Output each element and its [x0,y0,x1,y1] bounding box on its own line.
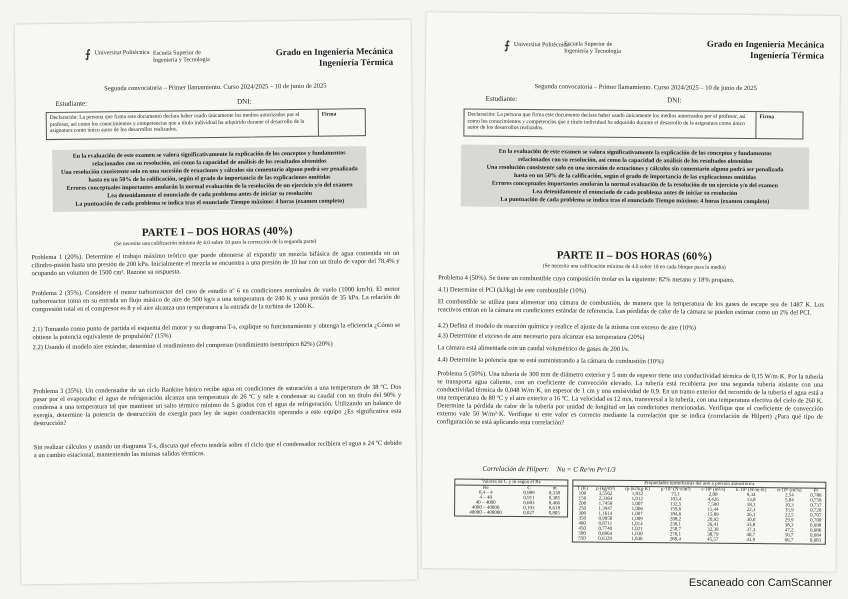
school-name: Escuela Superior de Ingeniería y Tecnología [152,50,210,64]
table-header: Pr [813,488,819,494]
table-cell: 288,4 [669,537,681,543]
degree-header [276,46,393,69]
table-cell: 45,57 [707,537,719,543]
part-subtitle: (Se necesita una calificación mínima de 4.0 sobre 10 en cada bloque para la media) [542,263,726,271]
problem-2-part-2: 2.2) Usando el modelo aire estándar, determine el rendimiento del compresor (rendimiento isentrópico 82%) (20%) [32,340,333,352]
problem-4-part-3: 4.3) Determine el exceso de aire necesario para alcanzar esa temperatura (20%) [437,332,645,342]
table-header: T (K) [576,486,589,492]
table-header: cp (kJ/kg·K) [624,486,651,493]
table-cell: 7,590 [707,502,719,508]
problem-3: Problema 3 (35%). Un condensador de un ciclo Rankine básico recibe agua en condiciones de saturación a una temperatura de 38 ºC. Dos pasar por el evaporador el agua de refrigeración alcanza una temperatura de 26 ºC y sale a condensar su caudal con un título del 90% y condensa a una temperatura tal que mantiene un salto térmico mínimo de 5 grados con el agua de refrigeración. Utilizando un balance de exergía, determine la potencia de destrucción de exergía para ley de super condensación operando a este equipo ¿Es significativa esta destrucción? [33,383,402,428]
rule-line: Lea detenidamente el enunciado de cada problema antes de iniciar su resolución [107,190,313,200]
exam-title: Segunda convocatoria – Primer llamamiento. Curso 2024/2025 – 10 de junio de 2025 [534,83,757,93]
table-cell: 0,027 [523,511,535,517]
table-cell: 0,6964 [598,531,613,537]
university-logo-name: Universitat Politècnica [94,49,150,57]
table-cell: 0,786 [810,493,822,499]
table-cell: 18,1 [746,503,756,509]
table-cell: 0,911 [523,496,535,502]
table-cell: 4000 – 40000 [471,505,500,511]
table-cell: 66,7 [784,538,794,544]
table-cell: 26,3 [746,513,756,519]
table-cell: 20,92 [707,517,719,523]
table-cell: 0,9950 [598,516,613,522]
signature-label: Firma [321,111,337,118]
table-cell: 450 [578,526,586,532]
table-cell: 13,8 [746,498,756,504]
table-cell: 0,683 [809,538,822,544]
university-logo-name: Universitat Politècnica [513,41,569,49]
table-cell: 500 [578,531,586,537]
part-title: PARTE II – DOS HORAS (60%) [556,249,712,263]
university-logo [85,47,150,61]
declaration-text: Declaración: La persona que firma este documento declara haber usado únicamente los medios autorizados por el profesor, así como los conocimientos y competencias que a título individual ha adquirido durante el desarrollo de la asignatura como único autor de los desarrollos realizados. [47,110,319,139]
table-cell: 43,9 [746,538,756,544]
formula-expression: Nu = C Re^m Pr^1/3 [556,465,616,474]
table-cell: 200 [578,501,587,507]
table-cell: 1,006 [631,507,643,513]
table-cell: 29,9 [784,518,794,524]
declaration-box [46,108,366,140]
table-cell: 1,012 [631,497,643,503]
student-row [56,96,376,108]
school-name: Escuela Superior de Ingeniería y Tecnología [564,41,621,55]
table-row [455,510,567,516]
table-cell: 33,8 [746,523,756,529]
table-header: Re [482,485,489,491]
problem-4-text: El combustible se utiliza para alimentar una cámara de combustión, de manera que la temperatura de los gases de escape sea de 1487 K. Los reactivos entran en la cámara en condiciones estándar de referencia. Las pérdidas de calor de la cámara se pueden estimar como un 2% del PCI. [437,298,824,317]
course-name: Ingeniería Térmica [749,50,825,61]
problem-3-part-b: Sin realizar cálculos y usando un diagrama T-s, discuta qué efecto tendría sobre el ciclo que el condensador recibiera el agua a 24 ºC debido a un cambio estacional, manteniendo las mismas salidas térmicas. [33,439,402,460]
table-cell: 0,193 [523,506,535,512]
table-cell: 0,805 [548,511,560,517]
table-cell: 15,89 [707,512,719,518]
table-cell: 1,3947 [598,506,613,512]
table-cell: 0,700 [810,518,822,524]
table-cell: 400 [578,521,586,527]
table-cell: 230,1 [669,522,682,528]
rule-line: hasta en un 50% de la calificación, según el grado de importancia de las explicaciones omitidas [88,174,331,184]
table-cell: 250,7 [669,527,682,533]
table-cell: 159,6 [669,507,682,513]
table-cell: 15,9 [784,508,794,514]
table-cell: 4 – 40 [479,495,492,501]
table-cell: 22,5 [784,513,794,519]
rule-line: relacionados con su resolución, así como la capacidad de análisis de los resultados obtenidos [92,158,327,168]
rule-line: Lea detenidamente el enunciado de cada problema antes de iniciar su resolución [532,189,738,197]
table-cell: 38,79 [707,532,719,538]
table-cell: 10,3 [784,503,794,509]
declaration-text: Declaración: La persona que firma este documento declara haber usado únicamente los medios autorizados por el profesor, así como los conocimientos y competencias que a título individual ha adquirido durante el desarrollo de la asignatura como único autor de los desarrollos realizados. [464,110,756,139]
table-cell: 30,0 [746,518,756,524]
table-cell: 300 [578,511,587,517]
dni-label: DNI: [237,97,252,106]
problem-4-part-4: 4.4) Determine la potencia que se está suministrando a la cámara de combustión (10%) [437,356,664,366]
table-cell: 0,707 [810,513,822,519]
problem-2-part-1: 2.1) Tomando como punto de partida el esquema del motor y su diagrama T-s, explique su funcionamiento y obtenga la eficiencia ¿Cómo se obtiene la potencia equivalente de propulsión? (15%) [32,321,401,342]
table-cell: 1,1614 [598,511,613,517]
table-cell: 1,007 [631,502,643,508]
rule-line: Una resolución consistente solo en una sucesión de ecuaciones y cálculos sin comentario alguno podrá ser penalizada [60,166,358,176]
table-header: k·10³ (W/m·K) [735,487,767,494]
table-header: μ·10⁷ (N·s/m²) [660,487,691,493]
degree-header [707,39,824,62]
table-cell: 2,00 [708,492,718,498]
problem-4: Problema 4 (50%). Se tiene un combustible cuya composición molar es la siguiente: 82% metano y 18% propano. [438,274,735,284]
left-exam-page [15,20,418,585]
problem-4-part-2: 4.2) Defina el modelo de reacción química y realice el ajuste de la misma con exceso de aire (10%) [437,322,696,332]
table-cell: 71,1 [671,492,681,498]
problem-4-flow: La cámara está alimentada con un caudal volumétrico de gases de 200 l/s. [437,344,630,353]
table-cell: 0,330 [548,491,561,497]
table-cell: 40 – 4000 [475,500,496,506]
problem-4-part-1: 4.1) Determine el PCI (kJ/kg) de este combustible (10%) [437,286,587,295]
table-cell: 0,385 [548,496,561,502]
degree-name: Grado en Ingeniería Mecánica [275,45,394,58]
table-cell: 103,4 [669,497,682,503]
part-subtitle: (Se necesita una calificación mínima de 4.0 sobre 10 para la corrección de la segunda parte) [114,238,317,248]
problem-2: Problema 2 (35%). Considere el motor turborreactor del caso de estudio nº 6 en condiciones nominales de vuelo (1000 km/h). El motor turborreactor toma en su entrada un flujo másico de aire de 500 kg/s a una temperatura de 240 K y una presión de 35 kPa. La relación de compresión total en el compresor es 8 y el aire alcanza una temperatura a la entrada de la turbina de 1200 K. [31,285,400,314]
air-properties-table [572,479,827,544]
rule-line: En la evaluación de este examen se valora significativamente la explicación de los conceptos y fundamentos [72,150,346,160]
table-row [573,537,825,544]
problem-1: Problema 1 (20%). Determine el trabajo máximo teórico que puede obtenerse al expandir un mezcla bifásica de agua contenida en un cilindro-pistón hasta una presión de 200 kPa. Inicialmente el mezcla se encuentra a una presión de 10 bar con un título de vapor del 78,4% y ocupando un volumen de 1500 cm³. Razone su respuesta. [31,249,400,278]
right-exam-page [422,12,841,572]
table-cell: 1,009 [631,517,643,523]
table-cell: 47,2 [784,528,794,534]
rule-line: En la evaluación de este examen se valora significativamente la explicación de los conceptos y fundamentos [498,148,772,158]
rule-line: Una resolución consistente solo en una sucesión de ecuaciones y cálculos sin comentario alguno podrá ser penalizada [486,164,784,174]
table-cell: 4,426 [707,497,719,503]
degree-name: Grado en Ingeniería Mecánica [706,38,825,50]
table-cell: 11,44 [707,507,719,513]
problem-5: Problema 5 (50%). Una tubería de 300 mm de diámetro exterior y 5 mm de espesor tiene una conductividad térmica de 0,15 W/m·K. Por la tubería se transporta agua caliente, con un coeficiente de convección elevado. La tubería está recubierta por una segunda tubería aislante con una conductividad térmica de 0,048 W/m·K, un espesor de 1 cm y una emisividad de 0,9. En un tramo exterior del recorrido de la tubería el agua está a una temperatura de 80 ºC y el aire exterior a 16 ºC. La velocidad es 12 m/s, transversal a la tubería, con una temperatura efectiva del cielo de 260 K. Determine la pérdida de calor de la tubería por unidad de longitud en las condiciones mencionadas. Verifique que el coeficiente de convección externo vale 50 W/m²·K. Verifique si este valor es correcto mediante la correlación que se indica (correlación de Hilpert) ¿Para qué tipo de configuración se está aplicando esta correlación? [436,370,824,427]
table-title: Propiedades termofísicas del aire a presión atmosférica [573,481,825,489]
table-cell: 26,41 [707,522,719,528]
table-header: α·10⁶ (m²/s) [777,488,802,494]
table-cell: 0,758 [810,498,822,504]
table-cell: 56,7 [784,533,794,539]
declaration-box [463,109,803,140]
hilpert-formula [482,465,782,476]
table-cell: 1,014 [631,522,643,528]
rule-line: Errores conceptuales importantes anularán la normal evaluación de la resolución de un ejercicio y/o del examen [491,180,778,190]
table-cell: 1,032 [631,492,643,498]
table-cell: 2,3364 [598,496,613,502]
student-label: Estudiante: [485,94,518,103]
table-cell: 0,720 [810,508,822,514]
camscanner-watermark: Escaneado con CamScanner [688,577,832,589]
dni-label: DNI: [667,96,682,105]
university-logo-icon: ⨍ [504,39,510,52]
table-title: Valores de C y m según el Re [455,479,567,486]
table-cell: 3,5562 [598,491,613,497]
table-cell: 0,4 – 4 [478,490,493,496]
student-row [486,95,806,106]
table-cell: 0,466 [548,501,561,507]
table-cell: 37,3 [746,528,756,534]
table-cell: 100 [578,491,587,497]
table-cell: 22,3 [746,508,756,514]
table-cell: 40,7 [746,533,756,539]
exam-rules [461,145,810,210]
signature-label: Firma [759,114,775,121]
formula-label: Correlación de Hilpert: [482,464,550,474]
table-cell: 38,3 [784,523,794,529]
table-cell: 0,7740 [598,526,613,532]
hilpert-constants-table [454,478,568,517]
table-cell: 350 [578,516,586,522]
table-header: ν·10⁶ (m²/s) [701,487,726,493]
rule-line: La puntuación de cada problema se indica tras el enunciado Tiempo máximo: 4 horas (examen completo) [500,196,770,206]
table-cell: 40000 – 400000 [469,510,502,516]
table-cell: 250 [578,506,587,512]
course-name: Ingeniería Térmica [318,56,394,68]
table-header: ρ (kg/m³) [596,486,616,492]
rule-line: hasta en un 50% de la calificación, según el grado de importancia de las explicaciones omitidas [513,172,757,182]
table-cell: 132,5 [669,502,682,508]
table-cell: 0,683 [523,501,535,507]
table-cell: 1,021 [631,527,643,533]
student-label: Estudiante: [55,99,88,108]
table-cell: 32,39 [707,527,719,533]
table-cell: 1,007 [631,512,643,518]
university-logo [504,39,569,53]
exam-rules [52,146,367,212]
table-cell: 0,737 [810,503,822,509]
table-header: C [527,486,531,492]
part-title: PARTE I – DOS HORAS (40%) [141,225,293,239]
table-cell: 1,030 [631,532,643,538]
table-cell: 2,54 [785,493,794,499]
table-cell: 184,6 [669,512,682,518]
table-cell: 550 [578,536,586,542]
exam-title: Segunda convocatoria – Primer llamamiento. Curso 2024/2025 – 10 de junio de 2025 [104,82,327,93]
table-cell: 9,34 [746,493,756,499]
rule-line: relacionados con su resolución, así como la capacidad de análisis de los resultados obtenidos [517,157,753,166]
rule-line: La puntuación de cada problema se indica tras el enunciado Tiempo máximo: 4 horas (examen completo) [75,198,345,208]
table-cell: 0,6329 [598,536,613,542]
table-cell: 0,8711 [598,521,613,527]
table-cell: 208,2 [669,517,682,523]
rule-line: Errores conceptuales importantes anularán la normal evaluación de la resolución de un ejercicio y/o del examen [66,182,353,192]
table-cell: 270,1 [669,532,681,538]
table-cell: 5,84 [784,498,794,504]
table-cell: 0,684 [809,533,822,539]
table-cell: 0,686 [809,528,822,534]
table-cell: 0,618 [548,506,560,512]
table-cell: 150 [578,496,587,502]
table-header: m [552,486,557,492]
table-cell: 1,7458 [598,501,613,507]
table-cell: 1,040 [631,537,643,543]
table-cell: 0,690 [810,523,822,529]
table-cell: 0,989 [523,491,535,497]
university-logo-icon: ⨍ [84,48,91,61]
